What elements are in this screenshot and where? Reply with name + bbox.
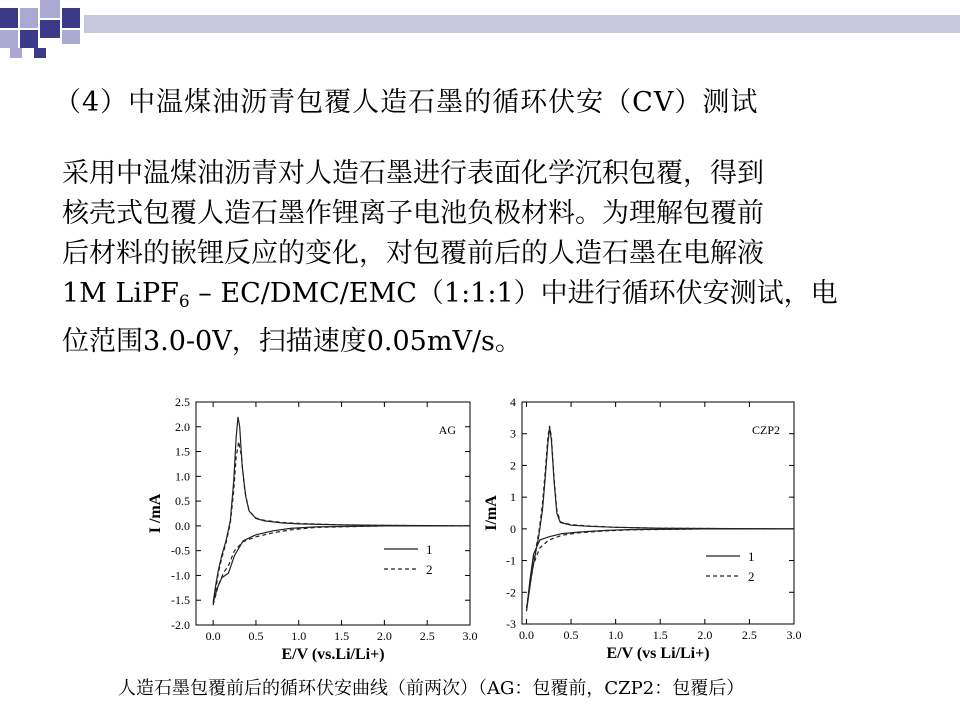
x-tick-label: 2.5: [419, 629, 435, 643]
x-tick-label: 1.0: [608, 628, 624, 642]
y-tick-label: 0.0: [175, 518, 190, 533]
decor-square: [0, 30, 18, 48]
decor-square: [62, 30, 80, 44]
figure-caption: 人造石墨包覆前后的循环伏安曲线（前两次）（AG：包覆前，CZP2：包覆后）: [118, 678, 745, 699]
x-tick-label: 2.0: [376, 629, 392, 643]
decor-square: [40, 0, 60, 18]
y-tick-label: 1: [510, 490, 516, 505]
legend-label: 2: [748, 569, 755, 584]
y-tick-label: -3: [506, 617, 516, 631]
slide-heading: （4）中温煤油沥青包覆人造石墨的循环伏安（CV）测试: [54, 87, 759, 118]
y-tick-label: 1.5: [175, 444, 190, 459]
electrolyte-subscript: 6: [178, 292, 190, 312]
x-tick-label: 1.5: [652, 628, 668, 642]
decor-square: [10, 48, 22, 58]
decor-bar: [84, 15, 960, 33]
y-tick-label: -1: [506, 553, 516, 568]
legend-label: 2: [426, 562, 433, 577]
series-line-2nd: [213, 442, 470, 606]
y-tick-label: 2: [510, 458, 516, 473]
y-tick-label: -1.0: [171, 568, 190, 583]
y-tick-label: 4: [510, 395, 516, 409]
y-axis-label: I /mA: [147, 493, 164, 534]
legend-label: 1: [426, 542, 433, 557]
cv-chart-ag-svg: [140, 392, 480, 668]
x-axis-label: E/V (vs Li/Li+): [606, 645, 710, 662]
y-tick-label: 2.5: [175, 395, 190, 409]
plot-frame: [196, 402, 470, 625]
chart-title: CZP2: [751, 423, 780, 437]
y-tick-label: 2.0: [175, 419, 190, 434]
y-tick-label: -0.5: [171, 543, 190, 558]
x-tick-label: 2.0: [697, 628, 713, 642]
electrolyte-solvent: – EC/DMC/EMC（1:1:1）中进行循环伏安测试，电: [189, 278, 838, 309]
legend-label: 1: [748, 549, 755, 564]
decor-square: [20, 30, 38, 48]
decor-square: [40, 20, 60, 38]
body-line-2: 核壳式包覆人造石墨作锂离子电池负极材料。为理解包覆前: [62, 198, 764, 229]
x-tick-label: 0.0: [518, 628, 534, 642]
slide-body: [62, 154, 922, 362]
x-axis-label: E/V (vs.Li/Li+): [281, 646, 385, 663]
cv-chart-ag: [140, 392, 480, 672]
cv-chart-czp2: [482, 392, 812, 672]
x-tick-label: 2.5: [741, 628, 757, 642]
y-tick-label: 1.0: [175, 469, 190, 484]
chart-title: AG: [438, 423, 456, 437]
y-tick-label: 3: [510, 426, 516, 441]
y-tick-label: -2: [506, 585, 516, 600]
x-tick-label: 3.0: [786, 628, 802, 642]
decor-square: [0, 8, 18, 28]
x-tick-label: 0.0: [205, 629, 221, 643]
decor-square: [34, 48, 46, 58]
title-decoration: [0, 0, 960, 60]
x-tick-label: 3.0: [462, 629, 478, 643]
y-tick-label: 0.5: [175, 494, 190, 509]
electrolyte-salt: 1M LiPF: [62, 278, 179, 309]
decor-square: [62, 8, 80, 28]
body-line-3: 后材料的嵌锂反应的变化，对包覆前后的人造石墨在电解液: [62, 238, 764, 269]
body-line-4: [62, 274, 922, 322]
x-tick-label: 1.0: [291, 629, 307, 643]
y-tick-label: -1.5: [171, 593, 190, 608]
body-line-5: 位范围3.0-0V，扫描速度0.05mV/s。: [62, 326, 522, 357]
y-tick-label: 0: [510, 521, 516, 536]
x-tick-label: 0.5: [248, 629, 264, 643]
body-line-1: 采用中温煤油沥青对人造石墨进行表面化学沉积包覆，得到: [62, 158, 764, 189]
y-axis-label: I/mA: [483, 495, 500, 531]
x-tick-label: 0.5: [563, 628, 579, 642]
x-tick-label: 1.5: [334, 629, 350, 643]
y-tick-label: -2.0: [171, 618, 190, 632]
decor-square: [20, 8, 38, 28]
cv-chart-czp2-svg: [482, 392, 812, 668]
